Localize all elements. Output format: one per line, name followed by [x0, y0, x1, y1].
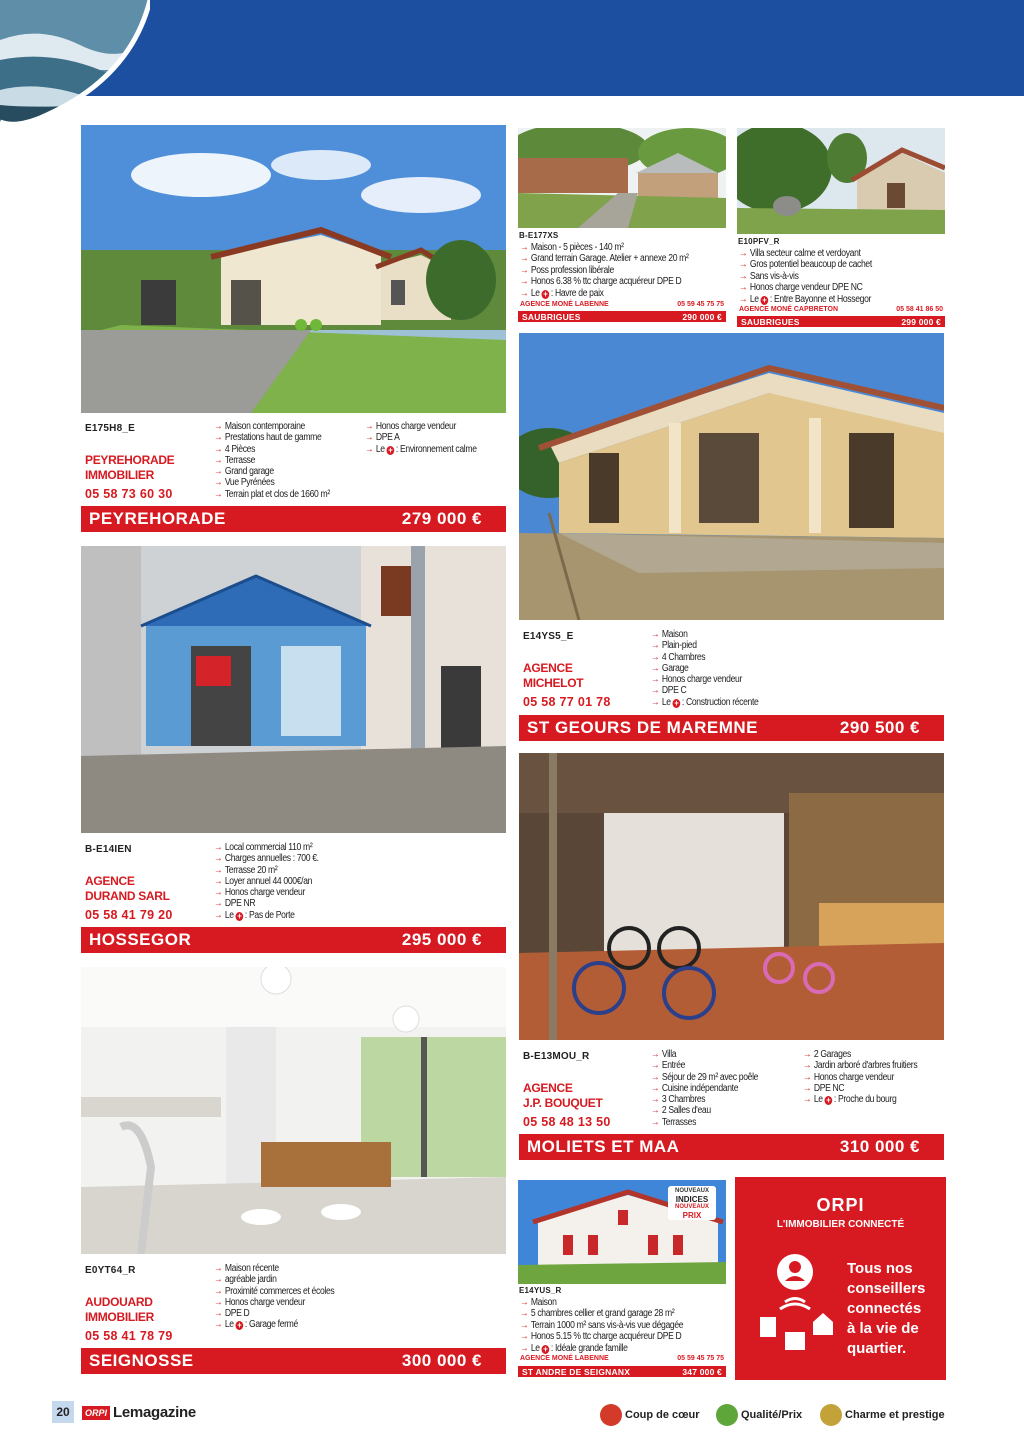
price-bar — [737, 316, 945, 327]
price: 290 500 € — [839, 718, 920, 737]
feature-item: → DPE A — [365, 432, 400, 444]
feature-item: → Honos 5.15 % ttc charge acquéreur DPE D — [520, 1331, 682, 1343]
feature-item: → Entrée — [651, 1060, 686, 1072]
agency-phone[interactable]: 05 58 41 79 20 — [85, 908, 173, 922]
feature-item: → Terrasse — [214, 454, 256, 466]
feature-item: → Maison — [651, 629, 688, 640]
feature-item: → Cuisine indépendante — [651, 1082, 739, 1094]
agency-name: AGENCE MONÉ LABENNE — [520, 1355, 609, 1362]
features-list — [739, 248, 872, 305]
city-name: SEIGNOSSE — [89, 1351, 194, 1370]
feature-item: → Villa secteur calme et verdoyant — [739, 248, 861, 259]
agency-line2: DURAND SARL — [85, 889, 170, 903]
city-name: PEYREHORADE — [89, 509, 226, 528]
feature-item: → Terrain plat et clos de 1660 m² — [214, 488, 330, 500]
plus-note: → Le + : Pas de Porte — [214, 909, 295, 921]
features-list-2 — [803, 1049, 917, 1105]
feature-item: → Séjour de 29 m² avec poêle — [651, 1071, 759, 1083]
features-list — [520, 242, 689, 299]
agency-phone[interactable]: 05 58 77 01 78 — [523, 695, 611, 709]
orpi-promo-box[interactable] — [735, 1177, 946, 1380]
listing-ref: E14YS5_E — [523, 631, 574, 642]
feature-item: → Honos charge vendeur — [214, 1296, 305, 1308]
feature-item: → Poss profession libérale — [520, 264, 614, 276]
agency-row — [520, 301, 724, 308]
agency-line1: PEYREHORADE — [85, 453, 175, 467]
agency-line1: AGENCE — [523, 1081, 573, 1095]
feature-item: → 4 Chambres — [651, 651, 706, 663]
feature-item: → 2 Garages — [803, 1049, 851, 1060]
price: 300 000 € — [401, 1351, 482, 1370]
city-name: ST ANDRE DE SEIGNANX — [522, 1366, 631, 1377]
page-number — [52, 1401, 74, 1423]
magazine-logo[interactable] — [82, 1404, 196, 1421]
feature-item: → Terrasses — [651, 1116, 697, 1128]
agency-name: AGENCE MONÉ LABENNE — [520, 301, 609, 308]
badge-line2: INDICES — [675, 1195, 709, 1204]
promo-brand: ORPI — [816, 1195, 865, 1215]
promo-line: conseillers — [847, 1280, 926, 1297]
legend-qualite-prix — [716, 1404, 802, 1426]
features-list — [214, 1263, 334, 1331]
plus-note: → Le + : Construction récente — [651, 696, 759, 708]
plus-note: → Le + : Idéale grande famille — [520, 1342, 628, 1354]
feature-item: → Honos charge vendeur DPE NC — [739, 282, 863, 294]
price: 279 000 € — [401, 509, 482, 528]
plus-icon: + — [543, 288, 548, 299]
city-name: MOLIETS ET MAA — [527, 1137, 680, 1156]
feature-item: → Jardin arboré d'arbres fruitiers — [803, 1060, 918, 1072]
price: 290 000 € — [682, 311, 722, 322]
plus-note: → Le + : Garage fermé — [214, 1319, 298, 1331]
badge-line1: NOUVEAUX — [674, 1188, 709, 1194]
price-bar — [519, 715, 944, 741]
price-bar — [81, 506, 506, 532]
listing-moliets[interactable] — [519, 753, 944, 1161]
features-list — [520, 1297, 683, 1354]
price-bar — [519, 1134, 944, 1160]
quality-house-icon — [716, 1404, 738, 1426]
feature-item: → Proximité commerces et écoles — [214, 1285, 335, 1297]
plus-icon: + — [674, 697, 679, 708]
feature-item: → Honos charge vendeur — [651, 674, 742, 686]
price-bar — [81, 1348, 506, 1374]
feature-item: → Terrasse 20 m² — [214, 864, 278, 876]
feature-item: → Maison contemporaine — [214, 421, 305, 432]
feature-item: → Gros potentiel beaucoup de cachet — [739, 259, 872, 271]
agency-phone[interactable]: 05 58 73 60 30 — [85, 487, 173, 501]
feature-item: → Garage — [651, 662, 689, 674]
agency-line1: AUDOUARD — [85, 1295, 153, 1309]
feature-item: → Sans vis-à-vis — [739, 270, 799, 282]
plus-note: → Le + : Environnement calme — [365, 443, 477, 455]
feature-item: → Charges annuelles : 700 €. — [214, 853, 319, 865]
plus-note: → Le + : Havre de paix — [520, 287, 604, 299]
feature-item: → Plain-pied — [651, 640, 697, 652]
promo-line: à la vie de — [847, 1320, 919, 1337]
agency-name — [523, 661, 583, 691]
listing-hossegor[interactable] — [81, 546, 506, 954]
plus-note: → Le + : Proche du bourg — [803, 1094, 897, 1106]
plus-icon: + — [826, 1095, 831, 1106]
feature-item: → Grand terrain Garage. Atelier + annexe 20 m² — [520, 253, 689, 265]
promo-line: quartier. — [847, 1340, 907, 1357]
agency-row — [520, 1355, 724, 1362]
legend-label: Qualité/Prix — [741, 1409, 803, 1421]
price-bar — [81, 927, 506, 953]
agency-name — [523, 1081, 603, 1111]
feature-item: → Grand garage — [214, 466, 274, 478]
feature-item: → DPE C — [651, 685, 687, 697]
badge-line3: NOUVEAUX — [674, 1204, 709, 1210]
feature-item: → Maison - 5 pièces - 140 m² — [520, 242, 624, 253]
listing-photo[interactable] — [519, 753, 944, 1040]
listing-photo[interactable] — [81, 967, 506, 1254]
feature-item: → Loyer annuel 44 000€/an — [214, 875, 313, 887]
price: 299 000 € — [901, 316, 941, 327]
listing-ref: B-E13MOU_R — [523, 1051, 590, 1062]
city-name: HOSSEGOR — [89, 930, 192, 949]
feature-item: → Honos 6.38 % ttc charge acquéreur DPE D — [520, 276, 682, 288]
agency-name — [85, 453, 174, 483]
plus-icon: + — [762, 294, 767, 305]
agency-phone[interactable]: 05 58 41 86 50 — [896, 306, 943, 313]
agency-phone[interactable]: 05 58 48 13 50 — [523, 1115, 611, 1129]
feature-item: → 5 chambres cellier et grand garage 28 m² — [520, 1308, 675, 1320]
feature-item: → DPE D — [214, 1308, 250, 1320]
feature-item: → 2 Salles d'eau — [651, 1105, 711, 1117]
legend-label: Charme et prestige — [845, 1409, 945, 1421]
agency-line1: AGENCE — [85, 874, 135, 888]
feature-item: → Honos charge vendeur — [803, 1071, 894, 1083]
features-list — [651, 1049, 758, 1128]
listing-saubrigues-1[interactable] — [518, 128, 726, 324]
listing-ref: E0YT64_R — [85, 1265, 136, 1276]
city-name: ST GEOURS DE MAREMNE — [527, 718, 759, 737]
promo-line: connectés — [847, 1300, 922, 1317]
feature-item: → Honos charge vendeur — [214, 887, 305, 899]
feature-item: → Maison récente — [214, 1263, 279, 1274]
feature-item: → Villa — [651, 1049, 677, 1060]
listing-seignosse[interactable] — [81, 967, 506, 1375]
agency-line1: AGENCE — [523, 661, 573, 675]
features-list — [214, 421, 330, 500]
agency-line2: J.P. BOUQUET — [523, 1096, 603, 1110]
heart-house-icon — [600, 1404, 622, 1426]
plus-icon: + — [237, 910, 242, 921]
feature-item: → 4 Pièces — [214, 443, 256, 455]
feature-item: → Terrain 1000 m² sans vis-à-vis vue dégagée — [520, 1319, 684, 1331]
feature-item: → 3 Chambres — [651, 1094, 706, 1106]
listing-ref: B-E14IEN — [85, 844, 132, 855]
features-list-2 — [365, 421, 477, 455]
prestige-house-icon — [820, 1404, 842, 1426]
promo-line: Tous nos — [847, 1260, 913, 1277]
agency-line2: IMMOBILIER — [85, 1310, 154, 1324]
header-wave-photo — [0, 0, 150, 128]
connected-people-icon — [755, 1247, 845, 1357]
features-list — [651, 629, 758, 708]
feature-item: → Local commercial 110 m² — [214, 842, 313, 853]
legend-label: Coup de cœur — [625, 1409, 700, 1421]
agency-line2: IMMOBILIER — [85, 468, 154, 482]
city-name: SAUBRIGUES — [522, 311, 581, 322]
plus-icon: + — [543, 1343, 548, 1354]
promo-text — [847, 1259, 925, 1359]
feature-item: → Vue Pyrénées — [214, 477, 275, 489]
listing-photo[interactable] — [519, 333, 944, 620]
listing-st-geours[interactable] — [519, 333, 944, 741]
listing-peyrehorade[interactable] — [81, 125, 506, 533]
feature-item: → DPE NC — [803, 1082, 845, 1094]
feature-item: → DPE NR — [214, 898, 256, 910]
page-number-text: 20 — [56, 1405, 70, 1419]
feature-item: → agréable jardin — [214, 1274, 277, 1286]
orpi-logo: ORPI — [82, 1406, 110, 1420]
price: 347 000 € — [682, 1366, 722, 1377]
legend-coup-de-coeur — [600, 1404, 700, 1426]
price: 295 000 € — [401, 930, 482, 949]
listing-ref: B-E177XS — [519, 231, 559, 240]
magazine-name: Lemagazine — [113, 1404, 196, 1421]
agency-name — [85, 1295, 154, 1325]
legend-charme — [820, 1404, 945, 1426]
listing-photo[interactable] — [81, 546, 506, 833]
agency-phone[interactable]: 05 58 41 78 79 — [85, 1329, 173, 1343]
badge-line4: PRIX — [682, 1211, 702, 1220]
header-bar — [0, 0, 1024, 96]
price-bar — [518, 311, 726, 322]
agency-line2: MICHELOT — [523, 676, 584, 690]
promo-tagline: L'IMMOBILIER CONNECTÉ — [776, 1219, 905, 1230]
new-prices-badge — [668, 1186, 716, 1220]
feature-item: → Maison — [520, 1297, 557, 1308]
agency-row — [739, 306, 943, 313]
agency-phone[interactable]: 05 59 45 75 75 — [677, 301, 724, 308]
listing-photo[interactable] — [81, 125, 506, 413]
agency-phone[interactable]: 05 59 45 75 75 — [677, 1355, 724, 1362]
feature-item: → Honos charge vendeur — [365, 421, 456, 432]
city-name: SAUBRIGUES — [741, 316, 800, 327]
plus-note: → Le + : Entre Bayonne et Hossegor — [739, 293, 872, 305]
listing-ref: E175H8_E — [85, 423, 135, 434]
agency-name — [85, 874, 170, 904]
listing-ref: E14YUS_R — [519, 1286, 562, 1295]
features-list — [214, 842, 319, 921]
plus-icon: + — [388, 444, 393, 455]
listing-photo[interactable] — [737, 128, 945, 234]
price-bar — [518, 1366, 726, 1377]
agency-name: AGENCE MONÉ CAPBRETON — [739, 306, 839, 313]
feature-item: → Prestations haut de gamme — [214, 432, 322, 444]
listing-photo[interactable] — [518, 128, 726, 228]
listing-ref: E10PFV_R — [738, 237, 780, 246]
price: 310 000 € — [839, 1137, 920, 1156]
listing-st-andre[interactable] — [518, 1180, 726, 1378]
listing-saubrigues-2[interactable] — [737, 128, 945, 328]
plus-icon: + — [237, 1320, 242, 1331]
